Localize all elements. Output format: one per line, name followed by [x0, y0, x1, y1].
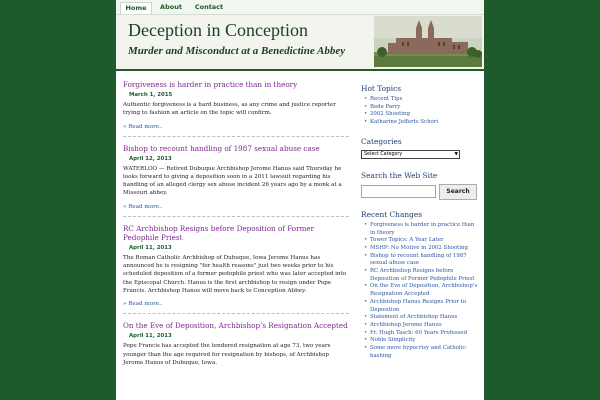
- post-list: [123, 80, 349, 367]
- abbey-image: [374, 16, 482, 67]
- post-title[interactable]: On the Eve of Deposition, Archbishop’s Resignation Accepted: [123, 321, 348, 331]
- search-heading: Search the Web Site: [361, 170, 438, 180]
- read-more-link[interactable]: » Read more..: [123, 301, 163, 308]
- post-date: April 12, 2013: [129, 155, 172, 162]
- recent-change-link[interactable]: [361, 345, 479, 360]
- post: [123, 80, 349, 137]
- link-text[interactable]: Forgiveness is harder in practice than in theory: [370, 221, 475, 236]
- recent-change-link[interactable]: [361, 222, 479, 237]
- post-date: April 11, 2013: [129, 333, 172, 340]
- hot-topic-link[interactable]: [361, 104, 479, 112]
- link-text[interactable]: Noble Simplicity: [370, 337, 416, 344]
- post: [123, 144, 349, 217]
- post-divider: [123, 313, 349, 314]
- link-text[interactable]: Bede Parry: [370, 103, 401, 110]
- bullet-icon: •: [364, 283, 368, 290]
- post-title[interactable]: Forgiveness is harder in practice than in theory: [123, 80, 298, 89]
- bullet-icon: •: [364, 321, 368, 328]
- categories-heading: Categories: [361, 136, 402, 146]
- post: [123, 321, 349, 367]
- recent-change-link[interactable]: [361, 283, 479, 298]
- link-text[interactable]: Tower Topics: A Year Later: [370, 237, 444, 244]
- chevron-down-icon: ▼: [454, 151, 458, 157]
- bullet-icon: •: [364, 111, 368, 118]
- nav-home[interactable]: Home: [120, 2, 152, 14]
- bullet-icon: •: [364, 96, 368, 102]
- link-text[interactable]: MSHP: No Motive in 2002 Shooting: [370, 244, 468, 251]
- site-subtitle: Murder and Misconduct at a Benedictine Abbey: [128, 45, 346, 57]
- site-title[interactable]: Deception in Conception: [128, 20, 308, 40]
- link-text[interactable]: Bishop to recount handling of 1987 sexual abuse case: [370, 252, 467, 267]
- link-text[interactable]: Fr. Hugh Tasch: 60 Years Professed: [370, 329, 468, 336]
- recent-change-link[interactable]: [361, 322, 479, 330]
- post-excerpt: WATERLOO — Retired Dubuque Archbishop Jerome Hanus said Thursday he looks forward to giving a deposition soon in a 2011 lawsuit regarding his handling of an alleged clergy sex abuse incident 26 years ago by a monk at a Missouri abbey.: [123, 165, 342, 197]
- post-date: March 1, 2015: [129, 92, 173, 98]
- bullet-icon: •: [364, 298, 368, 305]
- bullet-icon: •: [364, 329, 368, 336]
- bullet-icon: •: [364, 314, 368, 321]
- recent-changes-list: [361, 222, 479, 361]
- recent-change-link[interactable]: [361, 299, 479, 314]
- category-select-value: Select Category: [364, 151, 403, 157]
- post-title[interactable]: RC Archbishop Resigns before Deposition of Former Pedophile Priest: [123, 223, 315, 242]
- link-text[interactable]: RC Archbishop Resigns before Deposition of Former Pedophile Priest: [370, 268, 475, 282]
- hot-topic-link[interactable]: [361, 111, 479, 119]
- bullet-icon: •: [364, 221, 368, 228]
- link-text[interactable]: On the Eve of Deposition, Archbishop’s Resignation Accepted: [370, 283, 478, 298]
- read-more-link[interactable]: » Read more..: [123, 203, 163, 210]
- top-nav: [116, 0, 484, 15]
- link-text[interactable]: Archbishop Hanus Resigns Prior to Deposition: [370, 298, 467, 313]
- bullet-icon: •: [364, 237, 368, 244]
- link-text[interactable]: Statement of Archbishop Hanus: [370, 314, 458, 321]
- post-excerpt: The Roman Catholic Archbishop of Dubuque, Iowa Jerome Hanus has announced he is resigning "for health reasons" just two weeks prior to his scheduled deposition of a former pedophile priest who was later accepted into the Episcopal Church. Hanus is the first archbishop to resign under Pope Francis. Archbishop Hanus will move back to Conception Abbey.: [123, 254, 347, 294]
- recent-change-link[interactable]: [361, 237, 479, 245]
- bullet-icon: •: [364, 103, 368, 110]
- post-excerpt: Pope Francis has accepted the tendered resignation at age 73, two years younger than the age required for resignation by bishops, of Archbishop Jerome Hanus of Dubuque, Iowa.: [123, 343, 331, 366]
- recent-change-link[interactable]: [361, 245, 479, 253]
- hot-topics-heading: Hot Topics: [361, 84, 402, 93]
- bullet-icon: •: [364, 268, 368, 275]
- bullet-icon: •: [364, 345, 368, 352]
- link-text[interactable]: Recent Tips: [370, 96, 403, 102]
- bullet-icon: •: [364, 119, 368, 126]
- post-excerpt: Authentic forgiveness is a hard business, as any crime and justice reporter trying to fashion an article on the topic will confirm.: [123, 102, 336, 117]
- link-text[interactable]: 2002 Shooting: [370, 111, 410, 118]
- nav-contact[interactable]: Contact: [194, 3, 224, 11]
- link-text[interactable]: Some more hypocrisy and Catholic-bashing: [370, 345, 468, 359]
- page: [116, 0, 484, 400]
- recent-change-link[interactable]: [361, 314, 479, 322]
- post-divider: [123, 136, 349, 137]
- category-select[interactable]: [361, 150, 460, 159]
- link-text[interactable]: Archbishop Jerome Hanus: [370, 321, 442, 328]
- hot-topics-list: [361, 96, 479, 127]
- sidebar: [361, 84, 479, 360]
- search-form: [361, 184, 479, 200]
- post: [123, 224, 349, 314]
- link-text[interactable]: Katharine Jefferts Schori: [370, 119, 439, 126]
- bullet-icon: •: [364, 244, 368, 251]
- post-title[interactable]: Bishop to recount handling of 1987 sexual abuse case: [123, 143, 320, 153]
- post-date: April 11, 2013: [129, 244, 172, 251]
- recent-change-link[interactable]: [361, 268, 479, 283]
- recent-changes-heading: Recent Changes: [361, 209, 423, 219]
- bullet-icon: •: [364, 337, 368, 344]
- nav-about[interactable]: About: [160, 3, 182, 11]
- search-input[interactable]: [361, 185, 436, 198]
- recent-change-link[interactable]: [361, 253, 479, 268]
- site-header: [116, 15, 484, 71]
- read-more-link[interactable]: » Read more..: [123, 123, 163, 130]
- recent-change-link[interactable]: [361, 337, 479, 345]
- post-divider: [123, 216, 349, 217]
- hot-topic-link[interactable]: [361, 119, 479, 127]
- recent-change-link[interactable]: [361, 330, 479, 338]
- bullet-icon: •: [364, 252, 368, 259]
- search-button[interactable]: Search: [439, 184, 477, 200]
- hot-topic-link[interactable]: [361, 96, 479, 104]
